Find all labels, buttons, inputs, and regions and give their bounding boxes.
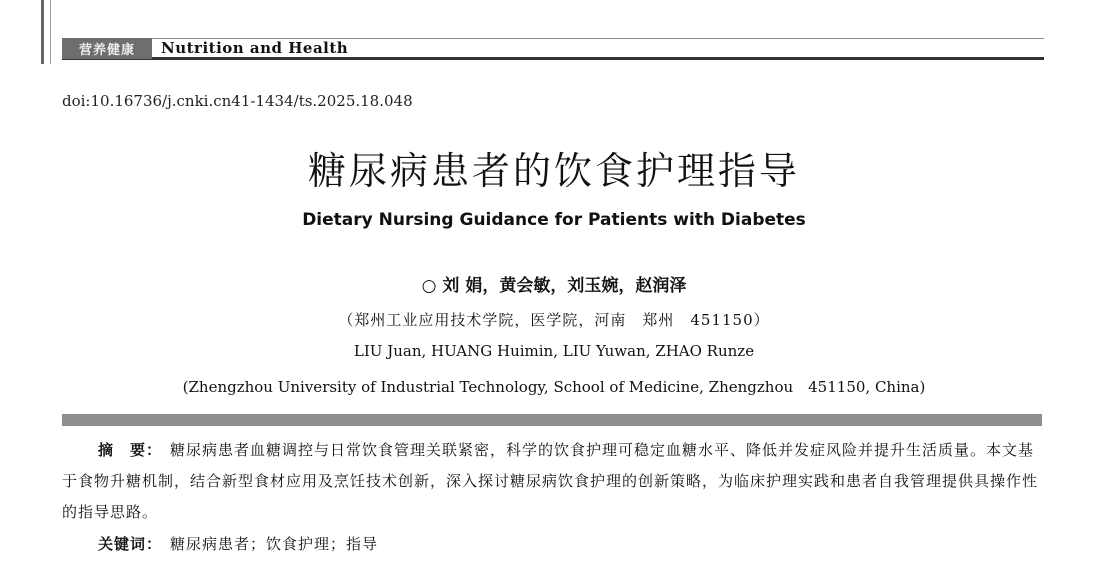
affiliation-english: (Zhengzhou University of Industrial Technology, School of Medicine, Zhengzhou 451150, China) <box>182 378 926 396</box>
page-left-border <box>41 0 51 64</box>
authors-chinese: ○ 刘 娟，黄会敏，刘玉婉，赵润泽 <box>421 276 687 296</box>
section-tag: 营养健康 <box>62 38 152 59</box>
authors-english: LIU Juan, HUANG Huimin, LIU Yuwan, ZHAO Runze <box>353 342 755 360</box>
section-divider <box>62 414 1042 426</box>
abstract-text: 糖尿病患者血糖调控与日常饮食管理关联紧密，科学的饮食护理可稳定血糖水平、降低并发症风险并提升生活质量。本文基于食物升糖机制，结合新型食材应用及烹饪技术创新，深入探讨糖尿病饮食护理的创新策略，为临床护理实践和患者自我管理提供具操作性的指导思路。 <box>62 441 1039 521</box>
journal-name: Nutrition and Health <box>161 39 349 57</box>
keywords-text: 糖尿病患者；饮食护理；指导 <box>170 535 379 553</box>
title-english: Dietary Nursing Guidance for Patients with Diabetes <box>302 210 806 230</box>
abstract <box>62 435 1044 528</box>
abstract-label: 摘 要： <box>98 441 163 459</box>
affiliation-chinese: （郑州工业应用技术学院，医学院，河南 郑州 451150） <box>338 311 770 329</box>
title-chinese: 糖尿病患者的饮食护理指导 <box>307 149 800 193</box>
keywords-label: 关键词： <box>98 535 163 553</box>
keywords <box>98 533 378 554</box>
doi: doi:10.16736/j.cnki.cn41-1434/ts.2025.18.048 <box>62 92 413 110</box>
